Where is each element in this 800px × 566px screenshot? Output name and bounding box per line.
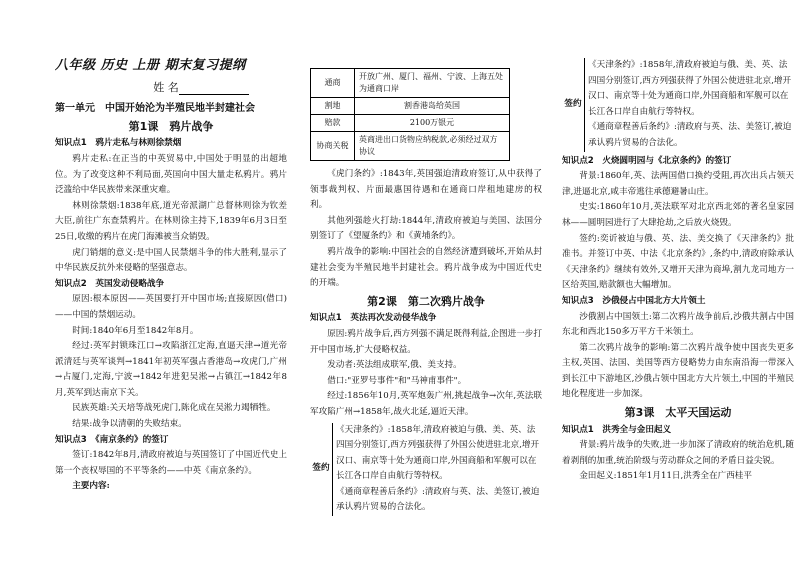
paragraph: 主要内容: (72, 481, 110, 492)
paragraph: 民族英雄:关天培等战死虎门,陈化成在吴淞力竭牺牲。 (72, 403, 276, 414)
paragraph: 第二次鸦片战争的影响:第二次鸦片战争使中国丧失更多主权,英国、法国、美国等西方侵略势力由东南沿海一带深入到长江中下游地区,沙俄占领中国北方大片领土,中国的半殖民地化程度进一步加深。 (562, 342, 794, 400)
paragraph: 金田起义:1851年1月11日,洪秀全在广西桂平 (579, 471, 752, 482)
signing-block (310, 423, 542, 517)
paragraph: 《天津条约》:1858年,清政府被迫与俄、美、英、法四国分别签订,西方列强获得了外国公使进驻北京,增开汉口、南京等十处为通商口岸,外国商船和军舰可以在长江各口岸自由航行等特权。 (336, 424, 540, 482)
table-cell-key: 赔款 (311, 115, 355, 132)
unit-title: 第一单元 中国开始沦为半殖民地半封建社会 (55, 103, 255, 115)
paragraph: 沙俄割占中国领土:第二次鸦片战争前后,沙俄共割占中国东北和西北150多万平方千米领土。 (562, 311, 794, 338)
paragraph: 经过:1856年10月,英军炮轰广州,挑起战争→次年,英法联军攻陷广州→1858年,战火北延,逼近天津。 (310, 391, 542, 417)
paragraph: 其他列强趁火打劫:1844年,清政府被迫与美国、法国分别签订了《望厦条约》和《黄埔条约》。 (310, 215, 542, 242)
lesson-1-title: 第1课 鸦片战争 (128, 119, 214, 133)
table-cell-key: 割地 (311, 98, 355, 115)
table-row (311, 69, 510, 98)
table-cell-value: 英商进出口货物应纳税款,必须经过双方协议 (355, 132, 510, 161)
name-blank-line (179, 85, 249, 95)
table-cell-key: 通商 (311, 69, 355, 98)
column-middle (310, 0, 542, 566)
paragraph: 原因:鸦片战争后,西方列强不满足既得利益,企图进一步打开中国市场,扩大侵略权益。 (310, 328, 542, 355)
table-cell-value: 开放广州、厦门、福州、宁波、上海五处为通商口岸 (355, 69, 510, 98)
table-row (311, 132, 510, 161)
knowledge-point-heading: 知识点3 《南京条约》的签订 (55, 434, 169, 445)
paragraph: 林则徐禁烟:1838年底,道光帝派湖广总督林则徐为钦差大臣,前往广东查禁鸦片。在林则徐主持下,1839年6月3日至25日,收缴的鸦片在虎门海滩被当众销毁。 (55, 200, 287, 242)
table-cell-value: 2100万银元 (355, 115, 510, 132)
signing-body (584, 58, 794, 152)
knowledge-point-heading: 知识点1 鸦片走私与林则徐禁烟 (55, 138, 182, 149)
paragraph: 时间:1840年6月至1842年8月。 (72, 325, 199, 336)
paragraph: 背景:1860年,英、法两国借口换约受阻,再次出兵占领天津,进逼北京,咸丰帝逃往承德避暑山庄。 (562, 171, 794, 197)
paragraph: 背景:鸦片战争的失败,进一步加深了清政府的统治危机,随着剥削的加重,统治阶级与劳动群众之间的矛盾日益尖锐。 (562, 440, 794, 466)
paragraph: 签订:1842年8月,清政府被迫与英国签订了中国近代史上第一个丧权辱国的不平等条约——中英《南京条约》。 (55, 450, 287, 476)
paragraph: 《通商章程善后条约》:清政府与英、法、美签订,被迫承认鸦片贸易的合法化。 (336, 486, 540, 513)
signing-body (332, 423, 542, 517)
paragraph: 《天津条约》:1858年,清政府被迫与俄、美、英、法四国分别签订,西方列强获得了外国公使进驻北京,增开汉口、南京等十处为通商口岸,外国商船和军舰可以在长江各口岸自由航行等特权。 (588, 60, 792, 117)
table-row (311, 98, 510, 115)
column-left (55, 0, 287, 566)
paragraph: 鸦片战争的影响:中国社会的自然经济遭到破坏,开始从封建社会变为半殖民地半封建社会。鸦片战争成为中国近代史的开端。 (310, 246, 542, 289)
treaty-content-table (310, 68, 510, 161)
knowledge-point-heading: 知识点1 英法再次发动侵华战争 (310, 313, 437, 324)
paragraph: 鸦片走私:在正当的中英贸易中,中国处于明显的出超地位。为了改变这种不利局面,英国向中国大量走私鸦片。鸦片泛滥给中华民族带来深重灾难。 (55, 153, 287, 196)
paragraph: 《虎门条约》:1843年,英国强迫清政府签订,从中获得了领事裁判权、片面最惠国待遇和在通商口岸租地建房的权利。 (310, 169, 542, 211)
paragraph: 《通商章程善后条约》:清政府与英、法、美签订,被迫承认鸦片贸易的合法化。 (588, 122, 792, 148)
lesson-2-title: 第2课 第二次鸦片战争 (367, 294, 485, 308)
knowledge-point-heading: 知识点2 火烧圆明园与《北京条约》的签订 (562, 155, 732, 166)
knowledge-point-heading: 知识点3 沙俄侵占中国北方大片领土 (562, 295, 706, 306)
paragraph: 发动者:英法组成联军,俄、美支持。 (327, 360, 462, 371)
page-title: 八年级 历史 上册 期末复习提纲 (55, 58, 246, 73)
table-row (311, 115, 510, 132)
name-label: 姓 名 (153, 80, 179, 94)
column-right (562, 0, 794, 566)
table-cell-value: 割香港岛给英国 (355, 98, 510, 115)
lesson-3-title: 第3课 太平天国运动 (624, 406, 732, 420)
paragraph: 虎门销烟的意义:是中国人民禁烟斗争的伟大胜利,显示了中华民族反抗外来侵略的坚强意志。 (55, 247, 287, 274)
signing-block (562, 58, 794, 152)
paragraph: 借口:"亚罗号事件"和"马神甫事件"。 (327, 375, 467, 386)
signing-label: 签约 (564, 98, 582, 109)
paragraph: 史实:1860年10月,英法联军对北京西北郊的著名皇家园林——圆明园进行了大肆抢劫,之后放火烧毁。 (562, 202, 794, 228)
paragraph: 签约:奕䜣被迫与俄、英、法、美交换了《天津条约》批准书。并签订中英、中法《北京条约》,条约中,清政府除承认《天津条约》继续有效外,又增开天津为商埠,割九龙司地方一区给英国,赔款额也大幅增加。 (562, 233, 794, 291)
knowledge-point-heading: 知识点1 洪秀全与金田起义 (562, 424, 672, 435)
paragraph: 结果:战争以清朝的失败结束。 (72, 419, 187, 430)
table-cell-key: 协商关税 (311, 132, 355, 161)
knowledge-point-heading: 知识点2 英国发动侵略战争 (55, 278, 165, 289)
signing-label: 签约 (312, 463, 330, 474)
name-field[interactable] (115, 80, 287, 96)
paragraph: 原因:根本原因——英国要打开中国市场;直接原因(借口)——中国的禁烟运动。 (55, 294, 287, 320)
paragraph: 经过:英军封锁珠江口→攻陷浙江定海,直逼天津→道光帝派清廷与英军谈判→1841年初英军强占香港岛→攻虎门,广州→占厦门,定海,宁波→1842年进犯吴淞→占镇江→1842年8月,英军到达南京下关。 (55, 341, 287, 398)
